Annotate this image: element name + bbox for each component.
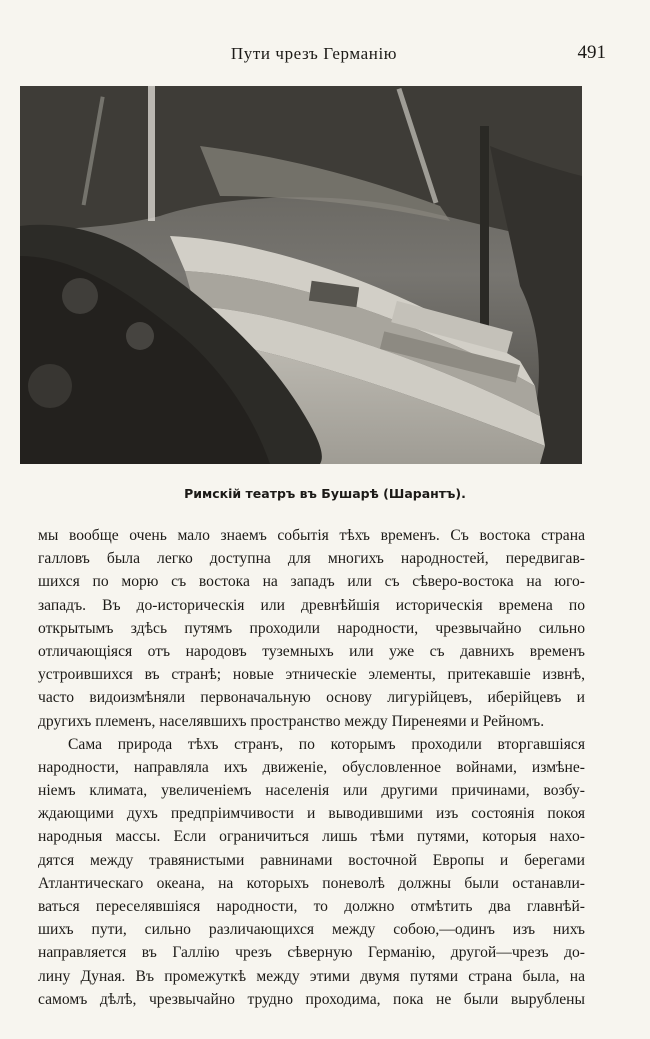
page-number: 491 bbox=[577, 42, 606, 63]
page-header bbox=[22, 38, 606, 68]
text-line: ждающими духъ предпріимчивости и выводившими изъ состоянія покоя bbox=[38, 805, 585, 823]
text-line: ваться переселявшіяся народности, то должно отмѣтить два главнѣй- bbox=[38, 898, 585, 915]
text-line: Сама природа тѣхъ странъ, по которымъ проходили вторгавшіяся bbox=[68, 735, 585, 753]
text-line: направляется въ Галлію чрезъ сѣверную Германію, другой—чрезъ до- bbox=[38, 944, 585, 962]
text-line: ніемъ климата, увеличеніемъ населенія или другими причинами, возбу- bbox=[38, 782, 585, 800]
text-line: народности, направляла ихъ движеніе, обусловленное войнами, измѣне- bbox=[38, 758, 585, 776]
roman-theatre-illustration bbox=[20, 86, 582, 464]
text-line: часто видоизмѣняли первоначальную основу лигурійцевъ, иберійцевъ и bbox=[38, 689, 585, 707]
text-line: галловъ была легко доступна для многихъ народностей, передвигав- bbox=[38, 550, 585, 568]
text-line: другихъ племенъ, населявшихъ пространство между Пиренеями и Рейномъ. bbox=[38, 712, 545, 730]
text-line: Атлантическаго океана, на которыхъ поневолѣ должны были останавли- bbox=[38, 874, 585, 892]
body-text bbox=[38, 524, 585, 1011]
text-line: устроившихся въ странѣ; новые этническіе элементы, притекавшіе извнѣ, bbox=[38, 666, 585, 684]
text-line: отличающіяся отъ народовъ туземныхъ или уже съ давнихъ временъ bbox=[38, 642, 585, 660]
figure-caption: Римскій театръ въ Бушарѣ (Шарантъ). bbox=[184, 486, 466, 501]
text-line: народныя массы. Если ограничиться лишь тѣми путями, которыя нахо- bbox=[38, 828, 585, 846]
running-title: Пути чрезъ Германію bbox=[230, 44, 398, 63]
text-line: открытымъ здѣсь путямъ проходили народности, чрезвычайно сильно bbox=[38, 619, 585, 637]
text-line: шихъ пути, сильно различающихся между собою,—одинъ изъ нихъ bbox=[38, 921, 585, 939]
text-line: мы вообще очень мало знаемъ событія тѣхъ временъ. Съ востока страна bbox=[38, 527, 585, 544]
text-line: самомъ дѣлѣ, чрезвычайно трудно проходима, пока не были вырублены bbox=[38, 990, 585, 1008]
text-line: западъ. Въ до-историческія или древнѣйшія историческія времена по bbox=[38, 596, 585, 614]
roman-theatre-photo bbox=[20, 86, 582, 464]
text-line: дятся между травянистыми равнинами восточной Европы и берегами bbox=[38, 851, 585, 869]
text-line: лину Дуная. Въ промежуткѣ между этими двумя путями страна была, на bbox=[38, 967, 585, 985]
text-line: шихся по морю съ востока на западъ или съ сѣверо-востока на юго- bbox=[38, 573, 585, 591]
